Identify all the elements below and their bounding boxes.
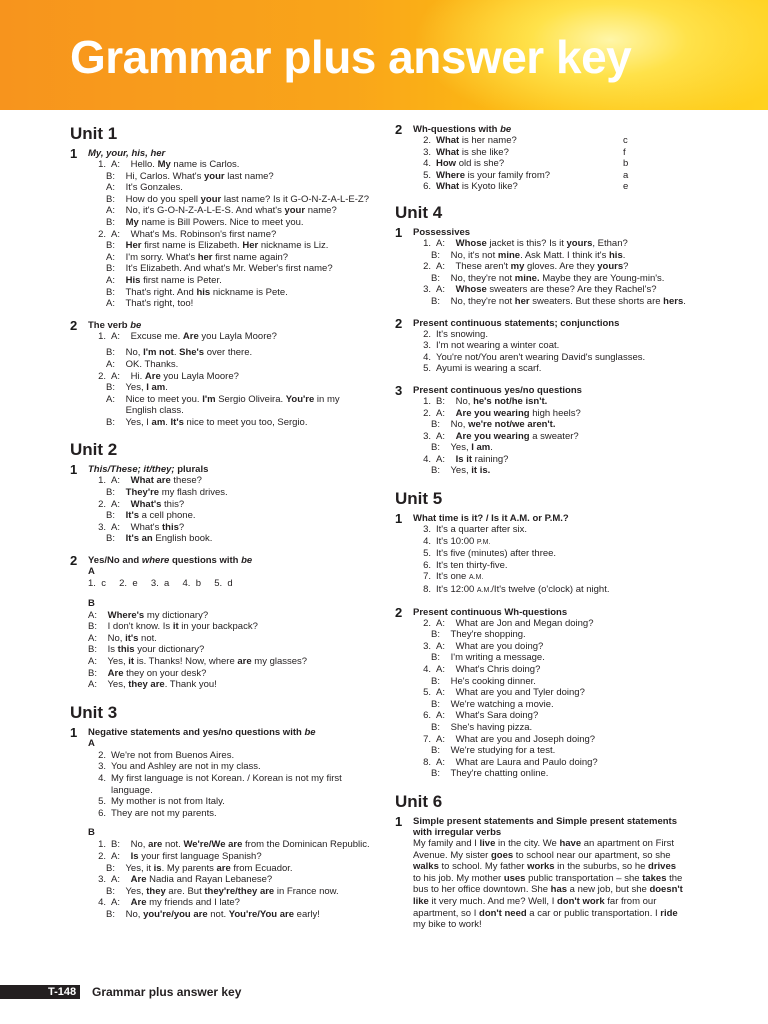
answer-line: B: I don't know. Is it in your backpack? [88, 621, 258, 633]
answer-line: B: Are they on your desk? [88, 667, 207, 679]
answer-line: 1. A: What are these? [98, 475, 202, 487]
answer-line: B: Yes, it is. [431, 465, 491, 477]
exercise-number: 1 [70, 724, 78, 740]
exercise [395, 315, 725, 375]
answer-line: B: It's a cell phone. [106, 510, 196, 522]
exercise-number: 3 [395, 382, 403, 398]
exercise-title: The verb be [88, 319, 142, 331]
answer-line: A: Nice to meet you. I'm Sergio Oliveira. You're in my [106, 393, 340, 405]
exercise [70, 148, 385, 310]
exercise-title: Possessives [413, 226, 471, 238]
answer-line: 7. A: What are you and Joseph doing? [423, 733, 596, 745]
exercise [395, 382, 725, 477]
header-banner [0, 0, 768, 110]
exercise [70, 555, 385, 691]
exercise [395, 224, 725, 308]
answer-line: B: I'm writing a message. [431, 652, 545, 664]
answer-line: B: They're shopping. [431, 629, 526, 641]
answer-line: B: They're chatting online. [431, 768, 549, 780]
answer-line: 5. My mother is not from Italy. [98, 796, 225, 808]
exercise-title: Negative statements and yes/no questions with be [88, 726, 316, 738]
answer-line: 2. We're not from Buenos Aires. [98, 749, 235, 761]
answer-line: 5. A: What are you and Tyler doing? [423, 687, 585, 699]
exercise-number: 2 [395, 122, 403, 137]
answer-line: 3. It's a quarter after six. [423, 524, 528, 536]
answer-line: 5. Ayumi is wearing a scarf. [423, 363, 542, 375]
answer-line: Avenue. My sister goes to school near our apartment, so she [413, 849, 671, 861]
answer-line: 6. What is Kyoto like? e [423, 181, 629, 193]
answer-line: B: No, it's not mine. Ask Matt. I think it's his. [431, 249, 626, 261]
answer-line: 1. c 2. e 3. a 4. b 5. d [88, 578, 233, 590]
answer-line: 1. A: Hello. My name is Carlos. [98, 159, 240, 170]
answer-line: apartment, so I don't need a car or public transportation. I ride [413, 907, 678, 919]
answer-line: 3. A: Are Nadia and Rayan Lebanese? [98, 874, 273, 886]
answer-line: my bike to work! [413, 919, 482, 931]
answer-line: 4. A: Are my friends and I late? [98, 897, 240, 909]
answer-line: 8. A: What are Laura and Paulo doing? [423, 756, 598, 768]
unit-heading: Unit 4 [395, 202, 443, 222]
answer-line: B: Yes, I am. It's nice to meet you too, Sergio. [106, 416, 308, 428]
exercise-title-continued: with irregular verbs [413, 826, 502, 838]
answer-line: B: How do you spell your last name? Is it G-O-N-Z-A-L-E-Z? [106, 193, 370, 205]
answer-line: B: No, they're not mine. Maybe they are Young-min's. [431, 272, 665, 284]
answer-line: 3. A: What's this? [98, 521, 185, 533]
exercise [395, 513, 725, 597]
answer-line: B: He's cooking dinner. [431, 675, 536, 687]
answer-line: 2. A: Is your first language Spanish? [98, 850, 262, 862]
unit-heading: Unit 1 [70, 124, 118, 143]
part-label: A [88, 566, 95, 578]
answer-line: 3. I'm not wearing a winter coat. [423, 340, 560, 352]
answer-line: 6. A: What's Sara doing? [423, 710, 539, 722]
exercise-number: 1 [70, 462, 78, 478]
answer-line: 2. What is her name? c [423, 135, 628, 146]
unit-heading: Unit 2 [70, 440, 118, 460]
exercise-number: 2 [395, 604, 403, 620]
answer-line: 2. A: Hi. Are you Layla Moore? [98, 370, 239, 382]
answer-line: B: No, they're not her sweaters. But these shorts are hers. [431, 295, 686, 307]
exercise-title: This/These; it/they; plurals [88, 464, 209, 476]
answer-line: A: No, it's not. [88, 632, 157, 644]
answer-line: B: It's an English book. [106, 533, 213, 545]
answer-line: 1. B: No, he's not/he isn't. [423, 395, 548, 407]
answer-line: 2. It's snowing. [423, 328, 488, 340]
answer-line: My family and I live in the city. We have an apartment on First [413, 837, 675, 849]
answer-line: B: Hi, Carlos. What's your last name? [106, 170, 274, 182]
answer-line: B: No, we're not/we aren't. [431, 419, 556, 431]
answer-line: B: My name is Bill Powers. Nice to meet you. [106, 216, 304, 228]
right-column [395, 124, 725, 935]
answer-line: 6. They are not my parents. [98, 807, 217, 819]
answer-line: walks to school. My father works in the suburbs, so he drives [413, 861, 677, 873]
answer-line: 2. A: What's Ms. Robinson's first name? [98, 228, 277, 240]
answer-line: 4. How old is she? b [423, 158, 629, 170]
answer-line: 3. You and Ashley are not in my class. [98, 761, 261, 773]
page-title: Grammar plus answer key [70, 31, 632, 83]
answer-line: 1. B: No, are not. We're/We are from the Dominican Republic. [98, 839, 370, 851]
exercise-number: 2 [70, 553, 78, 569]
exercise [395, 124, 725, 193]
page-number: T-148 [44, 985, 80, 999]
answer-line: 6. It's ten thirty-five. [423, 559, 508, 571]
answer-line: B: Yes, they are. But they're/they are in France now. [106, 885, 339, 897]
answer-line: B: No, I'm not. She's over there. [106, 347, 253, 359]
answer-line: 3. What is she like? f [423, 146, 626, 158]
exercise-title: Yes/No and where questions with be [88, 555, 253, 567]
answer-line: B: No, you're/you are not. You're/You are early! [106, 908, 320, 920]
answer-line: B: They're my flash drives. [106, 487, 228, 499]
exercise-number: 2 [70, 317, 78, 333]
answer-line: 1. A: Excuse me. Are you Layla Moore? [98, 330, 277, 342]
answer-line: B: She's having pizza. [431, 721, 533, 733]
page-footer [0, 985, 768, 999]
answer-line: 3. A: Whose sweaters are these? Are they Rachel's? [423, 284, 657, 296]
exercise [395, 604, 725, 780]
unit-heading: Unit 6 [395, 791, 443, 811]
exercise-number: 1 [395, 224, 403, 240]
answer-line: 4. It's 10:00 P.M. [423, 535, 491, 547]
answer-line: 4. A: What's Chris doing? [423, 664, 541, 675]
answer-line: 3. A: What are you doing? [423, 640, 544, 652]
answer-line: B: Is this your dictionary? [88, 644, 205, 656]
answer-line: B: That's right. And his nickname is Pete. [106, 286, 288, 298]
exercise-title: My, your, his, her [88, 148, 166, 159]
answer-line: 5. Where is your family from? a [423, 169, 629, 181]
exercise-number: 1 [70, 146, 78, 161]
answer-line: A: That's right, too! [106, 298, 194, 310]
answer-line: 2. A: These aren't my gloves. Are they yours? [423, 261, 629, 273]
exercise-title: Present continuous Wh-questions [413, 606, 568, 618]
answer-line: 4. A: Is it raining? [423, 453, 509, 465]
exercise-title: Simple present statements and Simple present statements [413, 815, 677, 827]
unit-heading: Unit 3 [70, 702, 118, 722]
exercise [70, 317, 385, 429]
footer-title: Grammar plus answer key [92, 985, 242, 999]
exercise-title: What time is it? / Is it A.M. or P.M.? [413, 513, 569, 525]
exercise-number: 1 [395, 511, 403, 527]
answer-line: B: Yes, I am. [106, 382, 168, 394]
answer-line: A: I'm sorry. What's her first name again? [106, 251, 289, 263]
answer-line: A: His first name is Peter. [106, 274, 222, 286]
exercise [395, 813, 725, 931]
exercise [70, 724, 385, 921]
answer-line: A: It's Gonzales. [106, 182, 183, 194]
answer-line: 1. A: Whose jacket is this? Is it yours, Ethan? [423, 237, 628, 249]
unit-heading: Unit 5 [395, 489, 443, 509]
answer-line: bus to her office downtown. She has a new job, but she doesn't [413, 884, 683, 896]
answer-line: language. [111, 784, 153, 796]
answer-line: B: We're studying for a test. [431, 745, 556, 757]
footer-bar [0, 985, 48, 999]
answer-line: A: No, it's G-O-N-Z-A-L-E-S. And what's your name? [106, 205, 337, 217]
answer-line: 5. It's five (minutes) after three. [423, 548, 557, 560]
answer-line: 2. A: Are you wearing high heels? [423, 407, 581, 419]
answer-line: 4. You're not/You aren't wearing David's sunglasses. [423, 351, 646, 363]
answer-line: A: Where's my dictionary? [88, 609, 209, 621]
answer-line: B: We're watching a movie. [431, 698, 554, 710]
part-label: B [88, 597, 95, 609]
exercise-number: 2 [395, 315, 403, 331]
answer-line: A: Yes, it is. Thanks! Now, where are my glasses? [88, 656, 308, 667]
answer-line: 8. It's 12:00 A.M./It's twelve (o'clock) at night. [423, 584, 610, 596]
answer-line: B: It's Elizabeth. And what's Mr. Weber's first name? [106, 263, 333, 275]
answer-line: to his job. My mother uses public transportation – she takes the [413, 872, 683, 884]
answer-line: 2. A: What are Jon and Megan doing? [423, 617, 594, 629]
answer-line: 7. It's one A.M. [423, 571, 484, 583]
part-label: B [88, 827, 95, 839]
answer-line: 4. My first language is not Korean. / Korean is not my first [98, 772, 342, 784]
answer-line: 3. A: Are you wearing a sweater? [423, 430, 579, 442]
answer-line: B: Yes, it is. My parents are from Ecuador. [106, 862, 293, 874]
answer-line: B: Her first name is Elizabeth. Her nickname is Liz. [106, 240, 329, 252]
exercise-title: Present continuous yes/no questions [413, 384, 582, 396]
answer-line: A: OK. Thanks. [106, 358, 179, 370]
left-column [70, 124, 385, 925]
answer-line: English class. [123, 405, 184, 417]
part-label: A [88, 737, 95, 749]
exercise-number: 1 [395, 813, 403, 829]
answer-line: 2. A: What's this? [98, 498, 185, 510]
answer-line: A: Yes, they are. Thank you! [88, 679, 217, 691]
exercise-title: Wh-questions with be [413, 124, 512, 135]
answer-line: like it very much. And me? Well, I don't work far from our [413, 895, 657, 907]
exercise [70, 464, 385, 545]
exercise-title: Present continuous statements; conjunctions [413, 317, 620, 329]
answer-line: B: Yes, I am. [431, 442, 493, 454]
